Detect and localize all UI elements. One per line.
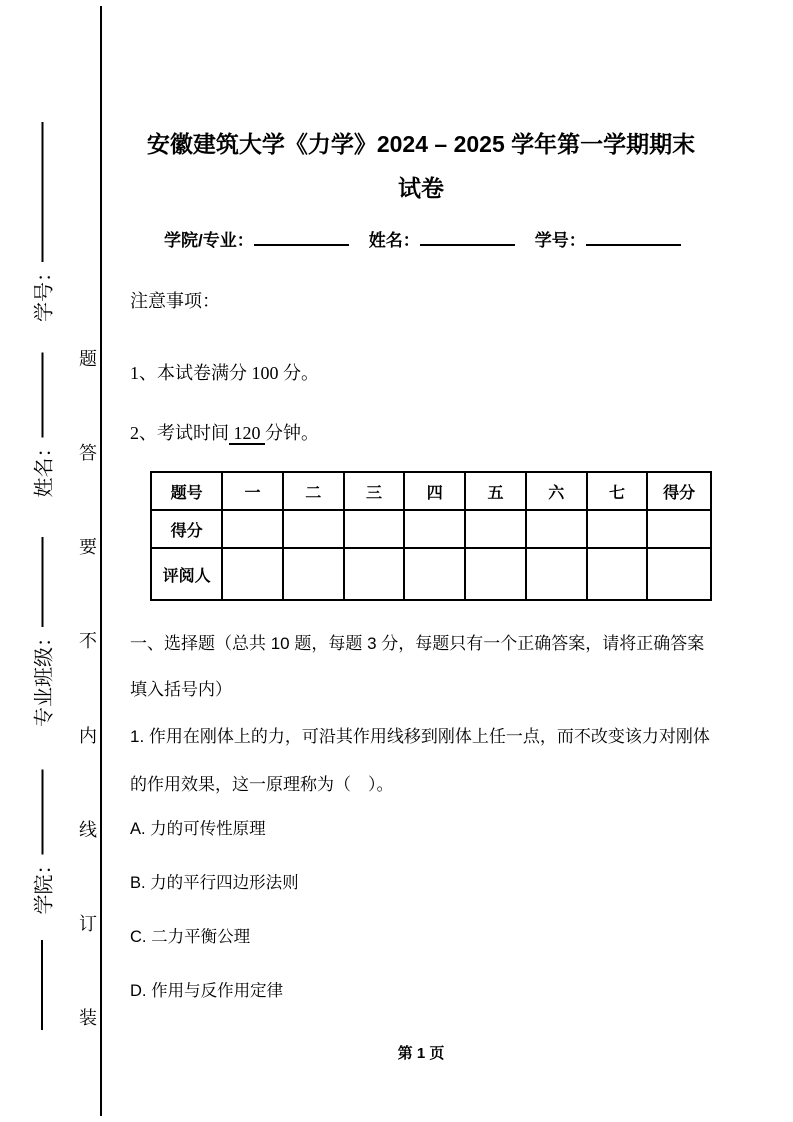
reviewer-cell xyxy=(587,548,648,600)
score-table-header-cell: 三 xyxy=(344,472,405,510)
name-blank xyxy=(420,227,515,246)
score-table-header-cell: 五 xyxy=(465,472,526,510)
score-table-header-cell: 得分 xyxy=(647,472,711,510)
binding-warning-char: 线 xyxy=(79,819,97,840)
question-1-option-a: A. 力的可传性原理 xyxy=(130,820,266,838)
question-1-option-c: C. 二力平衡公理 xyxy=(130,928,251,946)
score-row-label: 得分 xyxy=(151,510,222,548)
binding-field-class-label: 专业班级： xyxy=(33,627,56,727)
reviewer-cell xyxy=(283,548,344,600)
score-table xyxy=(150,471,712,601)
score-cell xyxy=(344,510,405,548)
binding-line xyxy=(100,6,102,1116)
score-table-header-cell: 一 xyxy=(222,472,283,510)
score-table-score-row xyxy=(151,510,711,548)
binding-warning-char: 内 xyxy=(79,725,97,746)
exam-title-line1: 安徽建筑大学《力学》2024 – 2025 学年第一学期期末 xyxy=(146,131,696,157)
binding-warning-char: 答 xyxy=(79,443,97,464)
binding-field-name-label: 姓名： xyxy=(33,437,56,498)
score-table-header-cell: 四 xyxy=(404,472,465,510)
question-1-text: 1. 作用在刚体上的力，可沿其作用线移到刚体上任一点，而不改变该力对刚体的作用效果，这一原理称为（ ）。 xyxy=(130,727,710,794)
page-number: 第 1 页 xyxy=(397,1045,445,1062)
blank-line xyxy=(41,940,43,1030)
score-cell xyxy=(283,510,344,548)
question-1-option-d: D. 作用与反作用定律 xyxy=(130,982,284,1000)
reviewer-cell xyxy=(344,548,405,600)
exam-title-line2: 试卷 xyxy=(398,175,444,201)
question-1-option-b: B. 力的平行四边形法则 xyxy=(130,874,299,892)
notice-item-2-suffix: 分钟。 xyxy=(265,423,319,443)
binding-warning-char: 要 xyxy=(79,537,97,558)
college-major-blank xyxy=(254,227,349,246)
reviewer-cell xyxy=(404,548,465,600)
college-major-label: 学院/专业： xyxy=(164,231,254,250)
score-table-header-cell: 七 xyxy=(587,472,648,510)
student-id-label: 学号： xyxy=(534,231,586,250)
name-label: 姓名： xyxy=(368,231,420,250)
score-cell xyxy=(587,510,648,548)
exam-duration-value: 120 xyxy=(229,423,265,443)
binding-field-college xyxy=(28,770,57,915)
reviewer-cell xyxy=(526,548,587,600)
binding-warning-char: 订 xyxy=(79,913,97,934)
binding-field-student-id xyxy=(28,122,57,322)
score-cell xyxy=(222,510,283,548)
notice-item-1: 1、本试卷满分 100 分。 xyxy=(130,363,319,383)
binding-warning-char: 题 xyxy=(79,349,97,369)
score-table-header-cell: 二 xyxy=(283,472,344,510)
binding-field-student-id-label: 学号： xyxy=(33,262,56,322)
score-table-header-cell: 六 xyxy=(526,472,587,510)
score-cell xyxy=(465,510,526,548)
blank-line xyxy=(41,537,43,627)
header-fields xyxy=(130,226,712,251)
score-table-reviewer-row xyxy=(151,548,711,600)
reviewer-cell xyxy=(222,548,283,600)
score-cell xyxy=(404,510,465,548)
binding-extra-line xyxy=(41,940,43,1030)
reviewer-cell xyxy=(465,548,526,600)
exam-content xyxy=(130,0,712,1003)
score-table-header-row xyxy=(151,472,711,510)
binding-field-class xyxy=(28,537,57,727)
reviewer-cell xyxy=(647,548,711,600)
score-table-header-cell: 题号 xyxy=(151,472,222,510)
binding-warning-text xyxy=(76,345,100,1030)
notice-item-2 xyxy=(130,419,712,445)
binding-field-college-label: 学院： xyxy=(33,854,56,915)
section-1-heading: 一、选择题（总共 10 题，每题 3 分，每题只有一个正确答案，请将正确答案填入括号内） xyxy=(130,634,705,699)
binding-warning-char: 不 xyxy=(79,631,97,652)
reviewer-row-label: 评阅人 xyxy=(151,548,222,600)
notice-heading: 注意事项： xyxy=(130,291,220,311)
exam-title xyxy=(130,122,712,210)
blank-line xyxy=(41,353,43,438)
score-cell xyxy=(526,510,587,548)
page-footer xyxy=(130,1042,712,1063)
student-id-blank xyxy=(586,227,681,246)
blank-line xyxy=(41,122,43,262)
notice-item-2-prefix: 2、考试时间 xyxy=(130,423,229,443)
binding-field-name xyxy=(28,353,57,498)
binding-warning-char: 装 xyxy=(79,1007,97,1028)
score-cell xyxy=(647,510,711,548)
blank-line xyxy=(41,770,43,855)
